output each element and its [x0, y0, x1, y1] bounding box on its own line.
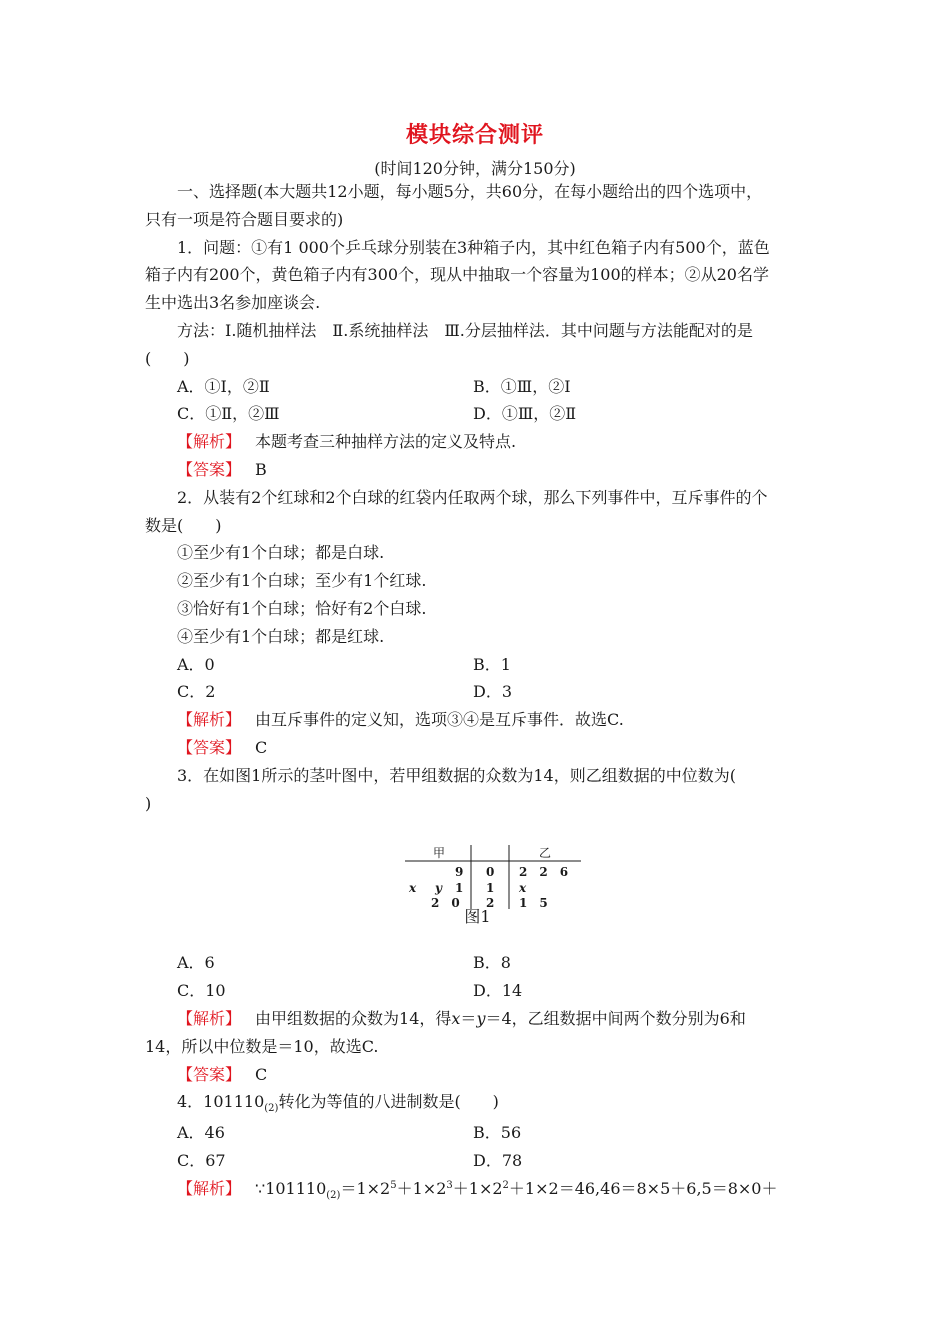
- q2-line: 2．从装有2个红球和2个白球的红袋内任取两个球，那么下列事件中，互斥事件的个: [177, 487, 768, 507]
- row1-right-leaves: 2 2 6: [519, 865, 569, 880]
- q2-option-b: B．1: [473, 654, 511, 674]
- q1-answer-text: B: [255, 459, 267, 479]
- figure-area: [145, 817, 810, 949]
- exponent: 3: [446, 1179, 453, 1191]
- q2-option-c: C．2: [177, 682, 216, 702]
- q4-analysis: [145, 1175, 810, 1206]
- q1-line: 箱子内有200个，黄色箱子内有300个，现从中抽取一个容量为100的样本；②从20名学: [145, 265, 769, 285]
- row3-stem: 2: [486, 896, 495, 910]
- q1-line: ( ): [145, 348, 190, 368]
- q1-option-a: A．①Ⅰ，②Ⅱ: [177, 376, 270, 396]
- analysis-tag: 【解析】: [177, 432, 242, 452]
- q4-base-subscript: (2): [264, 1103, 279, 1115]
- document-body: [145, 178, 810, 1206]
- q3-option-b: B．8: [473, 953, 511, 973]
- q1-line: 方法：Ⅰ.随机抽样法 Ⅱ.系统抽样法 Ⅲ.分层抽样法．其中问题与方法能配对的是: [177, 320, 753, 340]
- q2-analysis: [145, 706, 810, 734]
- q3-answer-text: C: [255, 1064, 268, 1084]
- q4-option-b: B．56: [473, 1123, 522, 1143]
- q4-line: [145, 1088, 810, 1119]
- q3-analysis-line2: 14，所以中位数是＝10，故选C.: [145, 1036, 379, 1056]
- q1-option-c: C．①Ⅱ，②Ⅲ: [177, 404, 280, 424]
- var-x: x: [451, 1008, 461, 1028]
- q3-option-d: D．14: [473, 981, 523, 1001]
- q4-analysis-subscript: (2): [326, 1189, 341, 1201]
- stem-leaf-plot: [403, 845, 583, 909]
- row2-left-y: y: [435, 881, 442, 896]
- group-yi-label: 乙: [539, 846, 552, 861]
- exponent: 5: [390, 1179, 397, 1191]
- q3-analysis-text: 由甲组数据的众数为14，得: [255, 1008, 452, 1028]
- q3-options-row: [145, 977, 810, 1005]
- var-y: y: [476, 1008, 486, 1028]
- q1-line: 1．问题：①有1 000个乒乓球分别装在3种箱子内，其中红色箱子内有500个，蓝色: [177, 237, 770, 257]
- q2-line: 数是( ): [145, 515, 222, 535]
- q2-options-row: [145, 678, 810, 706]
- group-jia-label: 甲: [433, 846, 446, 861]
- q2-item: ③恰好有1个白球；恰好有2个白球.: [177, 598, 427, 618]
- row2-stem: 1: [486, 881, 495, 896]
- analysis-tag: 【解析】: [177, 710, 242, 730]
- section-header: 一、选择题(本大题共12小题，每小题5分，共60分，在每小题给出的四个选项中，: [177, 182, 763, 201]
- q4-option-a: A．46: [177, 1123, 225, 1143]
- q3-option-a: A．6: [177, 953, 215, 973]
- row2-right-x: x: [519, 881, 527, 896]
- exponent: 2: [502, 1179, 509, 1191]
- q2-item: ②至少有1个白球；至少有1个红球.: [177, 571, 427, 591]
- q3-analysis-text-cont: ＝4，乙组数据中间两个数分别为6和: [485, 1008, 746, 1028]
- q4-analysis-part: ＋1×2: [396, 1178, 447, 1198]
- q1-analysis-text: 本题考查三种抽样方法的定义及特点.: [255, 432, 517, 452]
- q2-item: ④至少有1个白球；都是红球.: [177, 626, 385, 646]
- answer-tag: 【答案】: [177, 1064, 242, 1084]
- q4-analysis-part: ＋1×2: [452, 1178, 503, 1198]
- q1-option-d: D．①Ⅲ，②Ⅱ: [473, 404, 577, 424]
- q4-option-c: C．67: [177, 1150, 226, 1170]
- row3-right-leaves: 1 5: [519, 896, 548, 910]
- answer-tag: 【答案】: [177, 737, 242, 757]
- q3-line: 3．在如图1所示的茎叶图中，若甲组数据的众数为14，则乙组数据的中位数为(: [177, 765, 736, 785]
- page-title: 模块综合测评: [405, 122, 544, 148]
- q3-answer: [145, 1061, 810, 1089]
- q4-analysis-part: ＋1×2＝46,46＝8×5＋6,5＝8×0＋: [508, 1178, 778, 1198]
- row1-left-leaves: 9: [455, 865, 464, 880]
- row3-left-leaves: 2 0: [431, 896, 460, 910]
- q3-analysis-eq: ＝: [460, 1008, 477, 1028]
- q3-options-row: [145, 949, 810, 977]
- analysis-tag: 【解析】: [177, 1008, 242, 1028]
- section-header-cont: 只有一项是符合题目要求的): [145, 209, 344, 229]
- q1-options-row: [145, 373, 810, 401]
- q2-item: ①至少有1个白球；都是白球.: [177, 543, 385, 563]
- q4-question-text: 转化为等值的八进制数是( ): [278, 1092, 499, 1112]
- q1-option-b: B．①Ⅲ，②Ⅰ: [473, 376, 571, 396]
- row2-left-one: 1: [455, 881, 464, 896]
- q1-line: 生中选出3名参加座谈会.: [145, 293, 321, 313]
- figure-caption: 图1: [464, 907, 491, 927]
- q1-answer: [145, 456, 810, 484]
- q4-option-d: D．78: [473, 1150, 523, 1170]
- q4-analysis-part: ＝1×2: [340, 1178, 391, 1198]
- q2-option-a: A．0: [177, 654, 215, 674]
- q3-analysis: [145, 1005, 810, 1033]
- q4-options-row: [145, 1119, 810, 1147]
- q1-analysis: [145, 428, 810, 456]
- q2-option-d: D．3: [473, 682, 513, 702]
- q3-option-c: C．10: [177, 981, 226, 1001]
- page-subtitle: (时间120分钟，满分150分): [374, 159, 576, 178]
- q4-analysis-part: ∵101110: [255, 1178, 327, 1198]
- q4-number: 4．101110: [177, 1092, 265, 1112]
- q2-answer: [145, 734, 810, 762]
- q4-options-row: [145, 1147, 810, 1175]
- row2-left-x: x: [409, 881, 417, 896]
- answer-tag: 【答案】: [177, 459, 242, 479]
- q2-answer-text: C: [255, 737, 268, 757]
- row1-stem: 0: [486, 865, 495, 880]
- q1-options-row: [145, 400, 810, 428]
- q2-analysis-text: 由互斥事件的定义知，选项③④是互斥事件．故选C.: [255, 710, 624, 730]
- q2-options-row: [145, 651, 810, 679]
- q3-line: ): [145, 793, 152, 813]
- analysis-tag: 【解析】: [177, 1178, 242, 1198]
